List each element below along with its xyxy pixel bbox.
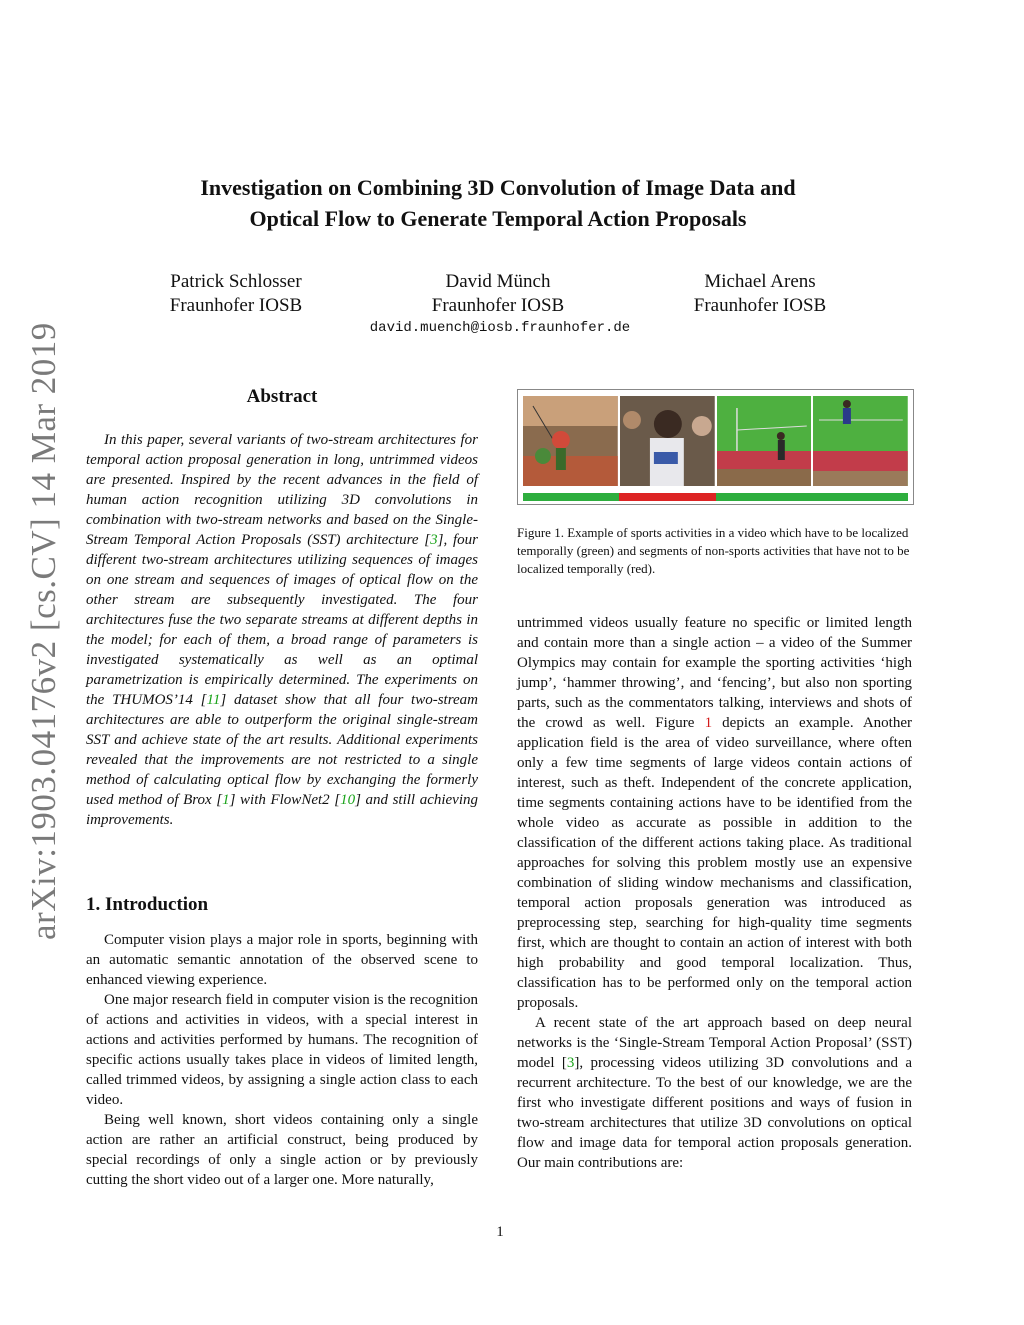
arxiv-stamp: arXiv:1903.04176v2 [cs.CV] 14 Mar 2019 — [24, 322, 63, 940]
author-1 — [116, 270, 356, 318]
frame-hammer-throw — [523, 396, 618, 486]
citation-link[interactable]: 3 — [430, 532, 438, 548]
citation-link[interactable]: 3 — [566, 1055, 575, 1071]
segment-sports — [523, 493, 619, 501]
page-number: 1 — [496, 1224, 504, 1240]
citation-link[interactable]: 11 — [206, 692, 221, 708]
author-2 — [378, 270, 618, 318]
author-name: David Münch — [445, 271, 551, 292]
title-line-1: Investigation on Combining 3D Convolution of Image Data and — [200, 175, 796, 200]
author-affiliation: Fraunhofer IOSB — [693, 295, 827, 316]
frame-high-jump-run — [717, 396, 812, 486]
video-frames — [523, 396, 908, 486]
paragraph: One major research field in computer vision is the recognition of actions and activities in videos, with a special interest in actions and activities performed by humans. The recognition of specific actions usually takes place in videos of limited length, called trimmed videos, by assigning a single action class to each video. — [86, 992, 478, 1108]
segment-sports — [716, 493, 909, 501]
paper-title — [120, 172, 876, 234]
citation-link[interactable]: 1 — [222, 792, 230, 808]
intro-left-column — [86, 930, 478, 1190]
abstract-text: In this paper, several variants of two-stream architectures for temporal action proposal generation in long, untrimmed videos are presented. Inspired by the recent advances in the field of human action recognition utilizing 3D convolutions in combination with two-stream networks and based on the Single-Stream Temporal Action Proposals (SST) architecture [3], four different two-stream architectures utilizing sequences of images on one stream and sequences of images of optical flow on the other stream are subsequently investigated. The four architectures fuse the two separate streams at different depths in the model; for each of them, a broad range of parameters is investigated systematically as well as an optimal parametrization is empirically determined. The experiments on the THUMOS’14 [11] dataset show that all four two-stream architectures are able to outperform the original single-stream SST and achieve state of the art results. Additional experiments revealed that the improvements are not restricted to a single method of calculating optical flow by exchanging the formerly used method of Brox [1] with FlowNet2 [10] and still achieving improvements. — [86, 432, 478, 828]
paragraph: A recent state of the art approach based on deep neural networks is the ‘Single-Stream Temporal Action Proposal’ (SST) model [3], processing videos utilizing 3D convolutions and a recurrent architecture. To the best of our knowledge, we are the first who investigate different positions and ways of fusion in two-stream architectures that utilize 3D convolutions on optical flow and image data for temporal action proposals generation. Our main contributions are: — [517, 1015, 912, 1171]
paragraph: Being well known, short videos containing only a single action are rather an artificial construct, being produced by special recordings of only a single action or by previously cutting the short video out of a larger one. More naturally, — [86, 1112, 478, 1188]
intro-right-column — [517, 613, 912, 1173]
section-heading: 1. Introduction — [86, 894, 209, 915]
temporal-segment-bar — [523, 493, 908, 501]
author-name: Michael Arens — [704, 271, 816, 292]
figure-1 — [517, 389, 914, 505]
paragraph: untrimmed videos usually feature no specific or limited length and contain more than a single action – a video of the Summer Olympics may contain for example the sporting activities ‘high jump’, ‘hammer throwing’, and ‘fencing’, but also non sporting parts, such as the commentators talking, interviews and shots of the crowd as well. Figure 1 depicts an example. Another application field is the area of video surveillance, where often only a few time segments of large videos contain actions of interest, such as theft. Independent of the concrete application, time segments containing actions have to be identified from the whole video as accurate as possible in addition to the classification of the different actions taking place. As traditional approaches for solving this problem mostly use an expensive combination of sliding window mechanisms and classification, temporal action proposals generation was introduced as preprocessing step, searching for high-quality time segments first, which are thought to contain an action of interest with both high probability and good temporal localization. Thus, classification has to be performed only on the temporal action proposals. — [517, 615, 913, 1011]
contact-email[interactable]: david.muench@iosb.fraunhofer.de — [369, 320, 631, 336]
frame-crowd — [620, 396, 715, 486]
figure-ref-link[interactable]: 1 — [704, 715, 713, 731]
author-name: Patrick Schlosser — [170, 271, 302, 292]
paragraph: Computer vision plays a major role in sports, beginning with an automatic semantic annotation of the observed scene to enhanced viewing experience. — [86, 932, 478, 988]
abstract-heading: Abstract — [246, 386, 318, 407]
author-affiliation: Fraunhofer IOSB — [431, 295, 565, 316]
citation-link[interactable]: 10 — [340, 792, 356, 808]
author-3 — [640, 270, 880, 318]
title-line-2: Optical Flow to Generate Temporal Action Proposals — [249, 206, 747, 231]
author-affiliation: Fraunhofer IOSB — [169, 295, 303, 316]
frame-high-jump-air — [813, 396, 908, 486]
figure-caption: Figure 1. Example of sports activities in a video which have to be localized temporally (green) and segments of non-sports activities that have not to be localized temporally (red). — [517, 525, 910, 576]
segment-non-sports — [619, 493, 715, 501]
